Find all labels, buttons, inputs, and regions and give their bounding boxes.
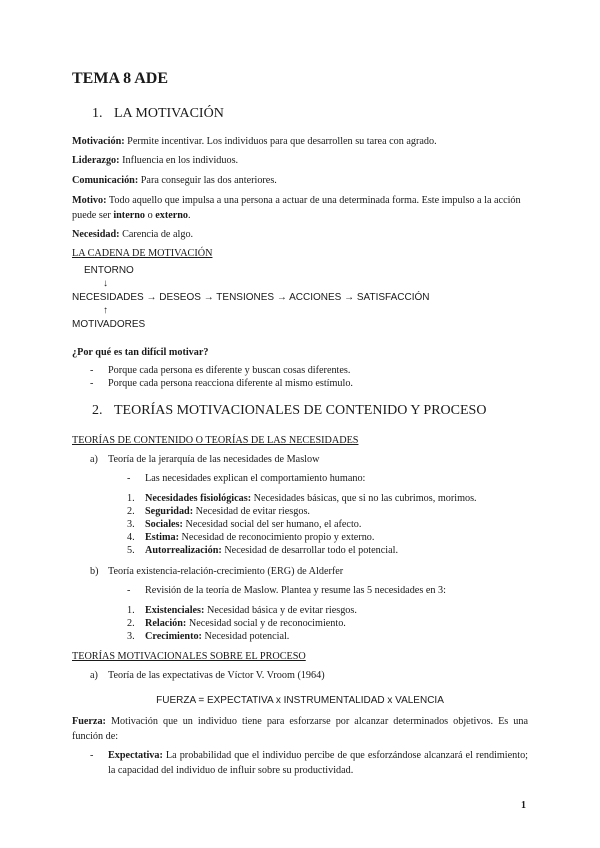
item-text: Necesidad básica y de evitar riesgos. — [204, 605, 357, 616]
definition-text: . — [188, 210, 191, 221]
item-term: Sociales: — [145, 519, 183, 530]
definition-text: Carencia de algo. — [119, 229, 194, 240]
item-number: 3. — [127, 519, 135, 530]
section-1-heading — [92, 106, 224, 122]
item-content — [145, 543, 398, 558]
chain-top-label: ENTORNO — [84, 265, 134, 276]
section-2-heading — [92, 403, 486, 419]
definition-text: Influencia en los individuos. — [119, 155, 239, 166]
dash-bullet: - — [90, 378, 94, 389]
definition-text: Todo aquello que impulsa a una persona a actuar de una determinada forma. Este impulso a la acción puede ser — [72, 195, 521, 221]
process-theories-heading: TEORÍAS MOTIVACIONALES SOBRE EL PROCESO — [72, 651, 306, 662]
definition-text: Motivación que un individuo tiene para esforzarse por alcanzar determinados objetivos. Es una función de: — [72, 716, 528, 742]
item-text: Necesidad social y de reconocimiento. — [186, 618, 346, 629]
erg-marker: b) — [90, 566, 99, 577]
item-term: Autorrealización: — [145, 545, 222, 556]
definition-term: Liderazgo: — [72, 155, 120, 166]
definition-bold: interno — [113, 210, 146, 221]
item-number: 4. — [127, 532, 135, 543]
document-title: TEMA 8 ADE — [72, 70, 169, 87]
question-bullet-2: Porque cada persona reacciona diferente al mismo estímulo. — [108, 378, 353, 389]
dash-bullet: - — [127, 473, 131, 484]
item-term: Estima: — [145, 532, 179, 543]
chain-bottom-label: MOTIVADORES — [72, 319, 146, 330]
definition-motivo — [72, 193, 528, 223]
section-1-number: 1. — [92, 106, 103, 121]
erg-title: Teoría existencia-relación-crecimiento (ERG) de Alderfer — [108, 566, 344, 577]
definition-comunicacion — [72, 173, 277, 188]
item-text: Necesidad social del ser humano, el afecto. — [182, 519, 362, 530]
definition-term: Comunicación: — [72, 175, 139, 186]
dash-bullet: - — [127, 585, 131, 596]
item-text: Necesidades básicas, que si no las cubrimos, morimos. — [251, 493, 477, 504]
definition-term: Necesidad: — [72, 229, 120, 240]
arrow-down-icon: ↓ — [103, 278, 108, 289]
item-number: 3. — [127, 631, 135, 642]
definition-term: Motivo: — [72, 195, 107, 206]
arrow-up-icon: ↑ — [103, 305, 108, 316]
item-term: Seguridad: — [145, 506, 194, 517]
vroom-title: Teoría de las expectativas de Víctor V. Vroom (1964) — [108, 670, 325, 681]
definition-text: La probabilidad que el individuo percibe de que esforzándose alcanzará el rendimiento; la capacidad del individuo de influir sobre su productividad. — [108, 750, 528, 776]
item-text: Necesidad potencial. — [201, 631, 290, 642]
item-term: Relación: — [145, 618, 187, 629]
item-number: 2. — [127, 506, 135, 517]
definition-text: o — [145, 210, 156, 221]
dash-bullet: - — [90, 365, 94, 376]
definition-text: Permite incentivar. Los individuos para que desarrollen su tarea con agrado. — [124, 136, 437, 147]
item-number: 1. — [127, 605, 135, 616]
section-1-title: LA MOTIVACIÓN — [114, 106, 224, 121]
section-2-title: TEORÍAS MOTIVACIONALES DE CONTENIDO Y PROCESO — [114, 403, 487, 418]
chain-heading: LA CADENA DE MOTIVACIÓN — [72, 248, 213, 259]
fuerza-definition — [72, 714, 528, 744]
vroom-marker: a) — [90, 670, 98, 681]
erg-item-3 — [127, 629, 290, 644]
definition-motivacion — [72, 134, 437, 149]
page-number: 1 — [521, 800, 526, 811]
item-text: Necesidad de reconocimiento propio y externo. — [178, 532, 375, 543]
item-term: Crecimiento: — [145, 631, 202, 642]
maslow-marker: a) — [90, 454, 98, 465]
definition-liderazgo — [72, 153, 238, 168]
item-term: Existenciales: — [145, 605, 205, 616]
item-content — [145, 629, 289, 644]
definition-term: Fuerza: — [72, 716, 106, 727]
maslow-intro: Las necesidades explican el comportamiento humano: — [145, 473, 366, 484]
item-text: Necesidad de desarrollar todo el potencial. — [221, 545, 398, 556]
definition-term: Motivación: — [72, 136, 125, 147]
definition-bold: externo — [155, 210, 189, 221]
dash-bullet: - — [90, 750, 94, 761]
content-theories-heading: TEORÍAS DE CONTENIDO O TEORÍAS DE LAS NECESIDADES — [72, 435, 359, 446]
section-2-number: 2. — [92, 403, 103, 418]
question-bullet-1: Porque cada persona es diferente y buscan cosas diferentes. — [108, 365, 351, 376]
expectativa-definition — [108, 748, 528, 778]
definition-text: Para conseguir las dos anteriores. — [138, 175, 277, 186]
vroom-formula: FUERZA = EXPECTATIVA x INSTRUMENTALIDAD x VALENCIA — [156, 695, 444, 706]
question-heading: ¿Por qué es tan difícil motivar? — [72, 347, 209, 358]
item-number: 2. — [127, 618, 135, 629]
item-number: 5. — [127, 545, 135, 556]
item-term: Necesidades fisiológicas: — [145, 493, 252, 504]
erg-intro: Revisión de la teoría de Maslow. Plantea y resume las 5 necesidades en 3: — [145, 585, 446, 596]
item-number: 1. — [127, 493, 135, 504]
maslow-title: Teoría de la jerarquía de las necesidades de Maslow — [108, 454, 320, 465]
item-text: Necesidad de evitar riesgos. — [193, 506, 310, 517]
maslow-item-5 — [127, 543, 398, 558]
chain-main-sequence: NECESIDADES → DESEOS → TENSIONES → ACCIONES → SATISFACCIÓN — [72, 292, 430, 303]
definition-term: Expectativa: — [108, 750, 163, 761]
definition-necesidad — [72, 227, 193, 242]
